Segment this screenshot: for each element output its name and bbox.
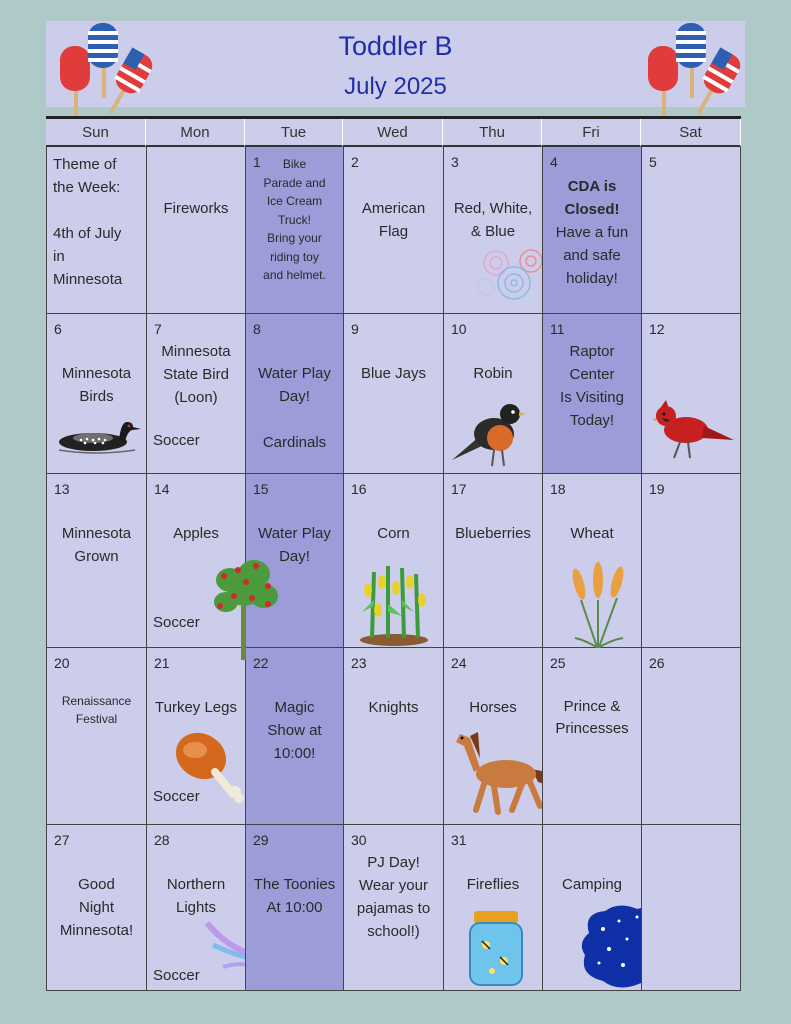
day-number: 22 (253, 655, 269, 671)
day-cell-28 (146, 825, 245, 991)
day-number: 8 (253, 321, 261, 337)
day-number: 9 (351, 321, 359, 337)
day-text: Minnesota State Bird (Loon) (161, 343, 231, 406)
day-header-sun: Sun (46, 119, 146, 147)
day-number: 19 (649, 481, 665, 497)
day-number: 2 (351, 154, 359, 170)
day-text: Magic Show at 10:00! (267, 699, 322, 762)
day-cell-22 (245, 648, 343, 825)
day-text: Blue Jays (360, 365, 427, 382)
day-number: 21 (154, 655, 170, 671)
day-cell-5 (641, 147, 741, 314)
day-text: Corn (377, 525, 410, 542)
soccer-label: Soccer (153, 432, 200, 449)
day-cell-3 (443, 147, 542, 314)
day-number: 6 (54, 321, 62, 337)
day-number: 5 (649, 154, 657, 170)
day-text: Fireworks (163, 200, 229, 217)
day-text: Minnesota Birds (61, 365, 132, 405)
day-cell-4 (542, 147, 641, 314)
day-header-wed: Wed (343, 119, 443, 147)
day-cell-18 (542, 474, 641, 648)
day-cell-8 (245, 314, 343, 474)
day-number: 17 (451, 481, 467, 497)
day-text: Bike Parade and Ice Cream Truck! Bring your riding toy and helmet. (263, 157, 326, 282)
day-cell-19 (641, 474, 741, 648)
day-cell-23 (343, 648, 443, 825)
day-header-fri: Fri (542, 119, 641, 147)
day-text: Blueberries (455, 525, 531, 542)
day-number: 23 (351, 655, 367, 671)
day-text: Fireflies (466, 876, 520, 893)
day-text: Prince & Princesses (555, 698, 629, 737)
day-cell-16 (343, 474, 443, 648)
day-text: Robin (473, 365, 513, 382)
day-number: 27 (54, 832, 70, 848)
wheat-icon (565, 560, 631, 652)
day-number: 26 (649, 655, 665, 671)
day-cell-9 (343, 314, 443, 474)
soccer-label: Soccer (153, 967, 200, 984)
day-number: 30 (351, 832, 367, 848)
day-cell-29 (245, 825, 343, 991)
day-header-tue: Tue (245, 119, 343, 147)
apple-tree-icon (208, 556, 282, 660)
day-text: Red, White, & Blue (453, 200, 533, 240)
day-text: Minnesota Grown (61, 525, 132, 565)
day-text: American Flag (361, 200, 426, 240)
day-cell-empty (641, 825, 741, 991)
day-text: Turkey Legs (155, 699, 237, 716)
day-cell-6 (46, 314, 146, 474)
day-number: 11 (550, 321, 565, 337)
day-number: 12 (649, 321, 665, 337)
day-text: Apples (173, 525, 219, 542)
loon-icon (55, 414, 141, 456)
firefly-jar-icon (468, 909, 524, 987)
day-cell-12 (641, 314, 741, 474)
day-header-thu: Thu (443, 119, 542, 147)
day-text: Horses (469, 699, 517, 716)
day-text: Water Play Day! (258, 525, 331, 565)
popsicles-icon (640, 21, 750, 121)
soccer-label: Soccer (153, 788, 200, 805)
day-number: 15 (253, 481, 269, 497)
corn-icon (358, 560, 430, 646)
day-number: 29 (253, 832, 269, 848)
soccer-label: Soccer (153, 614, 200, 631)
day-cell-camping (542, 825, 641, 991)
day-cell-27 (46, 825, 146, 991)
day-cell-31 (443, 825, 542, 991)
day-number: 28 (154, 832, 170, 848)
day-number: 3 (451, 154, 459, 170)
day-cell-10 (443, 314, 542, 474)
day-cell-20 (46, 648, 146, 825)
day-text-secondary: Cardinals (262, 434, 327, 451)
theme-text: Theme of the Week: 4th of July in Minnesota (53, 156, 123, 288)
day-cell-24 (443, 648, 542, 825)
day-number: 31 (451, 832, 467, 848)
day-number: 13 (54, 481, 70, 497)
day-text: The Toonies At 10:00 (253, 876, 336, 916)
day-number: 1 (253, 154, 261, 170)
day-number: 16 (351, 481, 367, 497)
day-number: 25 (550, 655, 566, 671)
closed-notice: CDA is Closed! (564, 178, 620, 218)
day-cell-25 (542, 648, 641, 825)
day-cell-13 (46, 474, 146, 648)
day-number: 10 (451, 321, 467, 337)
day-number: 4 (550, 154, 558, 170)
day-cell-17 (443, 474, 542, 648)
day-cell-2 (343, 147, 443, 314)
day-text: Knights (368, 699, 419, 716)
day-cell-21 (146, 648, 245, 825)
robin-icon (450, 396, 526, 468)
day-header-mon: Mon (146, 119, 245, 147)
day-number: 14 (154, 481, 170, 497)
fireworks-icon (476, 245, 552, 309)
page-title: Toddler B (338, 31, 453, 61)
day-text: Have a fun and safe holiday! (555, 224, 629, 287)
day-text: Raptor Center Is Visiting Today! (560, 343, 624, 429)
calendar-header (46, 21, 745, 107)
calendar-grid (46, 119, 741, 991)
cardinal-icon (652, 396, 734, 466)
day-cell-7 (146, 314, 245, 474)
day-text: Renaissance Festival (61, 694, 132, 726)
day-text: Camping (561, 876, 623, 893)
day-cell-30 (343, 825, 443, 991)
day-number: 24 (451, 655, 467, 671)
month-title: July 2025 (344, 73, 447, 100)
day-cell (146, 147, 245, 314)
day-text: Good Night Minnesota! (59, 876, 134, 939)
day-cell-1 (245, 147, 343, 314)
day-text: Northern Lights (166, 876, 226, 916)
day-cell-26 (641, 648, 741, 825)
day-number: 20 (54, 655, 70, 671)
day-number: 7 (154, 321, 162, 337)
day-number: 18 (550, 481, 566, 497)
day-header-sat: Sat (641, 119, 741, 147)
day-text: Water Play Day! (258, 365, 331, 405)
day-text: Wheat (570, 525, 614, 542)
day-cell-11 (542, 314, 641, 474)
theme-cell (46, 147, 146, 314)
day-text: PJ Day! Wear your pajamas to school!) (356, 854, 431, 940)
